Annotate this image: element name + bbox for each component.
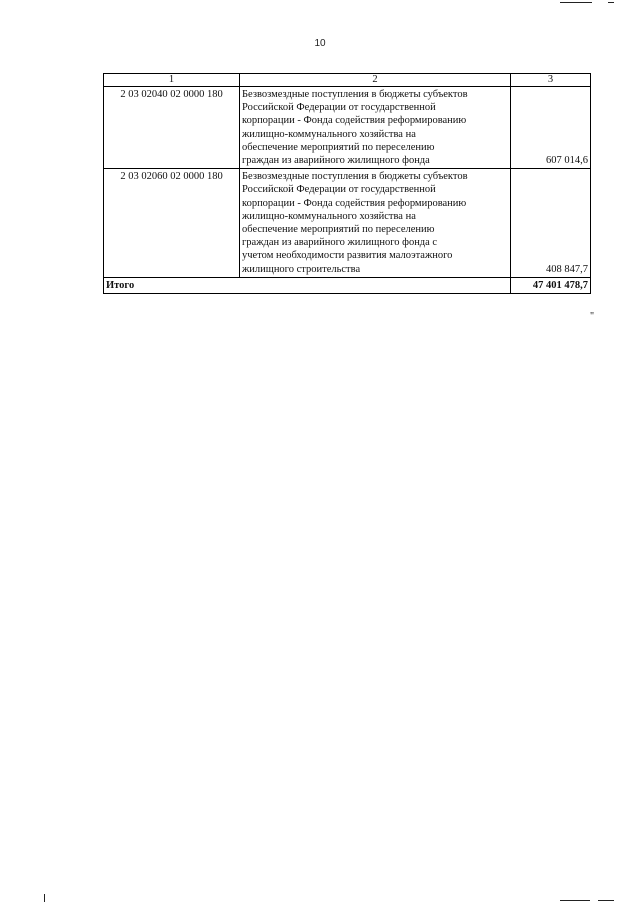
- description-line: корпорации - Фонда содействия реформированию: [242, 197, 467, 209]
- description-line: учетом необходимости развития малоэтажного: [242, 250, 453, 262]
- description-line: Российской Федерации от государственной: [242, 102, 436, 114]
- budget-code: 2 03 02040 02 0000 180: [104, 87, 240, 169]
- description-line: обеспечение мероприятий по переселению: [242, 224, 435, 236]
- description-line: граждан из аварийного жилищного фонда с: [242, 237, 438, 249]
- total-row: [104, 277, 591, 293]
- table-row: [104, 87, 591, 169]
- header-col-2: 2: [240, 74, 511, 87]
- description-line: Российской Федерации от государственной: [242, 184, 436, 196]
- page-number: 10: [314, 38, 326, 49]
- header-col-3: 3: [511, 74, 591, 87]
- scan-artifact: [608, 2, 614, 3]
- budget-code: 2 03 02060 02 0000 180: [104, 169, 240, 278]
- closing-quote: ": [590, 311, 595, 322]
- scan-artifact: [560, 900, 590, 901]
- description-line: Безвозмездные поступления в бюджеты субъектов: [242, 89, 468, 100]
- description-line: граждан из аварийного жилищного фонда: [242, 155, 430, 167]
- revenue-table: [103, 73, 591, 294]
- description-line: корпорации - Фонда содействия реформированию: [242, 115, 467, 127]
- description-line: жилищно-коммунального хозяйства на: [242, 210, 416, 222]
- table-row: [104, 169, 591, 278]
- amount-value: 408 847,7: [511, 169, 591, 278]
- revenue-description: [240, 87, 511, 169]
- description-line: жилищно-коммунального хозяйства на: [242, 128, 416, 140]
- description-line: жилищного строительства: [242, 263, 361, 275]
- description-line: Безвозмездные поступления в бюджеты субъектов: [242, 171, 468, 183]
- scan-artifact: [44, 894, 45, 902]
- description-line: обеспечение мероприятий по переселению: [242, 141, 435, 153]
- scan-artifact: [598, 900, 614, 901]
- scan-artifact: [560, 2, 592, 3]
- revenue-description: [240, 169, 511, 278]
- header-col-1: 1: [104, 74, 240, 87]
- amount-value: 607 014,6: [511, 87, 591, 169]
- total-label: Итого: [104, 277, 511, 293]
- total-amount: 47 401 478,7: [511, 277, 591, 293]
- table-header-row: [104, 74, 591, 87]
